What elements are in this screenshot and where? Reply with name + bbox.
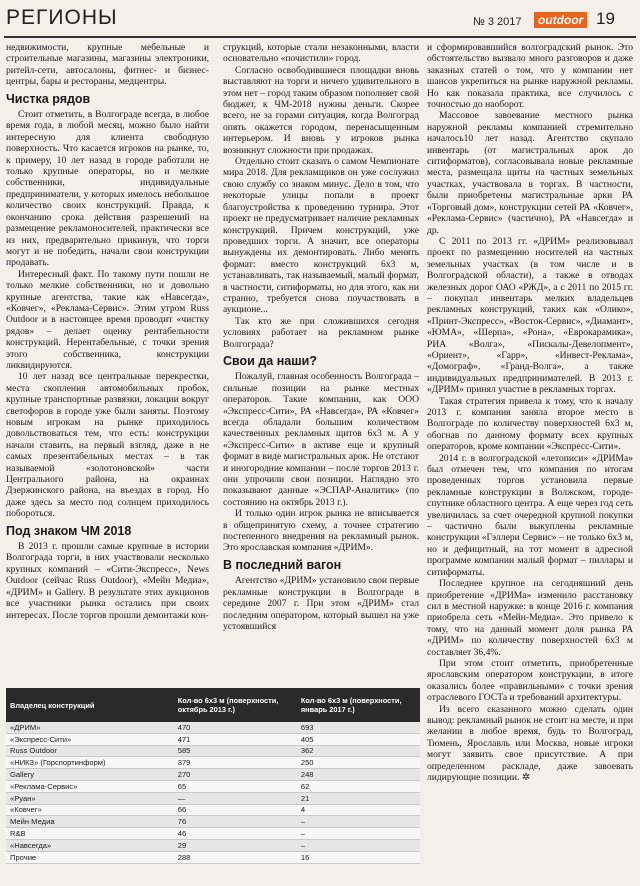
table-cell-owner: Russ Outdoor	[6, 745, 174, 757]
table-cell-2013: —	[174, 792, 297, 804]
table-row	[6, 816, 420, 828]
table-cell-2017: 405	[297, 733, 420, 745]
table-row	[6, 792, 420, 804]
header-rule	[4, 36, 636, 38]
table-cell-2013: 470	[174, 722, 297, 733]
paragraph: И только один игрок рынка не вписывается в общепринятую схему, а точнее стратегию постепенного внедрения на рекламный рынок. Это ярославская компания «ДРИМ».	[223, 508, 419, 554]
paragraph-text: Из всего сказанного можно сделать один вывод: рекламный рынок не стоит на месте, и при желании в любое время, будь то Волгоград, Тюмень, Ярославль или Москва, новые игроки могут заявить свое присутствие. А при определенном раскладе, даже завоевать лидирующие позиции.	[427, 703, 633, 783]
table-cell-owner: «Реклама-Сервис»	[6, 780, 174, 792]
paragraph: Такая стратегия привела к тому, что к началу 2013 г. компания заняла второе место в Волгограде по количеству поверхностей 6х3 м, обогнав по данному формату всех крупных операторов, кроме компании «Экспресс-Сити».	[427, 395, 633, 453]
column-1	[6, 42, 209, 642]
paragraph: недвижимости, крупные мебельные и строительные магазины, магазины электроники, ритейл-сети, автосалоны, фитнес- и бизнес-центры, бары и рестораны, медцентры.	[6, 42, 209, 88]
paragraph: Согласно освободившиеся площадки вновь выставляют на торги и ничего удивительного в этом нет – город таким образом пополняет свой бюджет, к ЧМ-2018 нужны деньги. Скорее всего, не за горами ситуация, когда Волгоград опять окажется городом, перенасыщенным интерьером. И вновь у игроков рынка возникнут сложности при продажах.	[223, 64, 419, 156]
table-row	[6, 780, 420, 792]
table-cell-2013: 379	[174, 757, 297, 769]
magazine-logo: outdoor	[534, 12, 587, 28]
paragraph: Пожалуй, главная особенность Волгограда – сильные позиции на рынке местных операторов. Такие компании, как ООО «Экспресс-Сити», РА «Навсегда», РА «Ковчег» всегда обладали большим количеством качественных рекламных щитов 6х3 м. А у «Экспресс-Сити» в активе еще и крупный формат в виде магистральных арок. Не отстают и иногородние компании – после торгов 2013 г. они упрочили свои позиции. Наглядно это показывают данные «ЭСПАР-Аналитик» (по состоянию на октябрь 2013 г.).	[223, 371, 419, 508]
table-cell-owner: Прочие	[6, 851, 174, 863]
table-cell-2013: 288	[174, 851, 297, 863]
table-row	[6, 733, 420, 745]
table-row	[6, 745, 420, 757]
table-cell-owner: «НИКЗ» (Горспортинформ)	[6, 757, 174, 769]
paragraph: Интересный факт. По такому пути пошли не только мелкие собственники, но и довольно крупные агентства, такие как «Навсегда», «Ковчег», «Реклама-Сервис». Этим утром Russ Outdoor и в настоящее время проводит «чистку рядов» – делает оценку рентабельности конструкций. Нерентабельные, с точки зрения этого собственника, конструкции ликвидируются.	[6, 268, 209, 371]
table-cell-2017: –	[297, 828, 420, 840]
subheading-posledniy-vagon: В последний вагон	[223, 557, 342, 572]
table-cell-owner: «Экспресс-Сити»	[6, 733, 174, 745]
paragraph: С 2011 по 2013 гг. «ДРИМ» реализовывал проект по размещению носителей на частных земельных участках (в том числе и в Волгоградской области), а также в отводах железных дорог ОАО «РЖД», а с 2011 по 2015 гг. – покупал инвентарь мелких владельцев рекламных конструкций, таких как «Олико», «Принт-Экспресс», «Восток-Сервис», «Диамант», «ЮМА», «Шерпа», «Рона», «Еврокарамика», РИА «Волга», «Пискалы-Девелопмент», «Ориент», «Гарр», «Инвест-Реклама», «Домограф», «Гранд-Волга», а также индивидуальных предпринимателей. В 2013 г. «ДРИМ» принял участие в рекламных торгах.	[427, 235, 633, 396]
table-cell-owner: R&B	[6, 828, 174, 840]
paragraph: струкций, которые стали незаконными, власти основательно «почистили» город.	[223, 42, 419, 65]
table-cell-owner: Gallery	[6, 769, 174, 781]
table-cell-2013: 46	[174, 828, 297, 840]
column-2	[223, 42, 419, 692]
column-3	[427, 42, 633, 882]
table-cell-2017: 16	[297, 851, 420, 863]
table-cell-2013: 471	[174, 733, 297, 745]
paragraph: 10 лет назад все центральные перекрестки, места скопления автомобильных пробок, крупные транспортные развязки, локации вокруг светофоров в городе уже были заняты. Поэтому новым игрокам на рынке приходилось довольствоваться тем, что есть: конструкции начали ставить, на первый взгляд, даже в не самых презентабельных местах – в так называемой «золотоновской» части Центрального района, на окраинах Дзержинского района, на въездах в город. Но даже здесь за место под солнцем приходилось побороться.	[6, 371, 209, 520]
issue-number: № 3 2017	[473, 16, 522, 28]
paragraph: Последнее крупное на сегодняшний день приобретение «ДРИМа» изменило расстановку сил в местной наружке: в конце 2016 г. компания приобрела сеть «Мейн-Медиа». Это привело к тому, что на данный момент доля рынка РА «ДРИМ» по количеству поверхностей 6х3 м составляет 36,4%.	[427, 578, 633, 658]
table-row	[6, 769, 420, 781]
paragraph: При этом стоит отметить, приобретенные ярославским оператором конструкции, в итоге оказались более «правильными» с точки зрения отраслевого ГОСТа и требований архитектуры.	[427, 657, 633, 704]
table-cell-owner: «Руан»	[6, 792, 174, 804]
section-title: РЕГИОНЫ	[6, 6, 118, 29]
paragraph: Стоит отметить, в Волгограде всегда, в любое время года, в любой месяц, можно было найти интересную для клиента свободную поверхность. Что касается игроков на рынке, то, к примеру, 10 лет назад в городе работали не только крупные операторы, но и мелкие собственники, индивидуальные предприниматели, у которых имелось небольшое количество своих конструкций. Правда, к окончанию срока действия разрешений на размещение рекламоносителей, практически все из них, предварительно прикинув, что торги могут и не победить, начали свои конструкции продавать.	[6, 109, 209, 269]
paragraph: Агентство «ДРИМ» установило свои первые рекламные конструкции в Волгограде в середине 2007 г. При этом «ДРИМ» стал последним оператором, который вышел на уже устоявшийся	[223, 575, 419, 632]
table-cell-2017: 4	[297, 804, 420, 816]
paragraph: В 2013 г. прошли самые крупные в истории Волгограда торги, в них участвовали несколько крупных компаний – «Сити-Экспресс», News Outdoor (сейчас Russ Outdoor), «Мейн Медиа», «ДРИМ» и Gallery. В результате этих аукционов все участники рынка остались при своих интересах. После торгов прошли демонтажи кон-	[6, 541, 209, 621]
table-cell-owner: «Ковчег»	[6, 804, 174, 816]
table-cell-2013: 29	[174, 839, 297, 851]
table-header-owner: Владелец конструкций	[6, 688, 174, 722]
subheading-chistka: Чистка рядов	[6, 91, 91, 106]
table-row	[6, 851, 420, 863]
table-row	[6, 757, 420, 769]
subheading-chm2018: Под знаком ЧМ 2018	[6, 523, 132, 538]
paragraph: Так кто же при сложившихся сегодня условиях работает на рекламном рынке Волгограда?	[223, 315, 419, 350]
page-header	[0, 0, 640, 38]
paragraph	[427, 704, 633, 784]
table-cell-2017: –	[297, 839, 420, 851]
table-cell-2017: –	[297, 816, 420, 828]
table-cell-2013: 585	[174, 745, 297, 757]
end-mark-icon: ✲	[521, 772, 531, 783]
table-cell-2017: 21	[297, 792, 420, 804]
table-cell-2013: 66	[174, 804, 297, 816]
table-cell-2013: 65	[174, 780, 297, 792]
table-cell-2017: 362	[297, 745, 420, 757]
table-cell-2017: 693	[297, 722, 420, 733]
table-row	[6, 828, 420, 840]
market-share-table	[6, 688, 420, 884]
table-header-2013: Кол-во 6х3 м (поверхности, октябрь 2013 г.)	[174, 688, 297, 722]
table-cell-owner: «Навсегда»	[6, 839, 174, 851]
paragraph: Отдельно стоит сказать о самом Чемпионате мира 2018. Для рекламщиков он уже сослужил свою службу со знаком минус. Дело в том, что некоторые улицы попали в проект благоустройства к проведению турнира. Этот проект не предусматривает наличие рекламных конструкций. Причем конструкций, уже проведших торги. А значит, все операторы вынуждены их демонтировать. Либо менять формат: вместо конструкций 6х3 м, устанавливать, так называемый, малый формат, в частности, ситиформаты, но для этого, как ни странно, требуется снова поучаствовать в аукционе...	[223, 156, 419, 316]
table-header-2017: Кол-во 6х3 м (поверхности, январь 2017 г.)	[297, 688, 420, 722]
page-number: 19	[596, 9, 615, 28]
paragraph: Массовое завоевание местного рынка наружной рекламы компанией стремительно началось10 лет назад. Агентство скупало инвентарь (от магистральных арок до ситиформатов), согласовывала новые рекламные места, размещала щиты на частных земельных участках, участвовала в торгах. В частности, были приобретены магистральные арки РА «Торговый дом», конструкции сетей РА «Ковчег», «Реклама-Сервис» (частично), РА «Навсегда» и др.	[427, 110, 633, 236]
table-cell-owner: «ДРИМ»	[6, 722, 174, 733]
table-cell-2013: 76	[174, 816, 297, 828]
paragraph: и сформировавшийся волгоградский рынок. Это обстоятельство вызвало много разговоров и даже заказных статей о том, что у компании нет шансов укрепиться на рынке наружной рекламы. Но как показала практика, все случилось с точностью до наоборот.	[427, 42, 633, 111]
subheading-svoi-nashi: Свои да наши?	[223, 353, 317, 368]
table-row	[6, 839, 420, 851]
table-row	[6, 804, 420, 816]
paragraph: 2014 г. в волгоградской «летописи» «ДРИМа» был отмечен тем, что компания по итогам проведенных торгов установила первые рекламные конструкции в Волжском, городе-спутнике областного центра. А еще через год сеть увеличилась за счет очередной крупной покупки – частично были выкуплены рекламные конструкции «Гэллери Сервис» – не только 6х3 м, но и дефицитный, на тот момент в адресной программе компании малый формат – пиллары и ситиформаты.	[427, 452, 633, 578]
table-cell-2013: 270	[174, 769, 297, 781]
table-cell-2017: 62	[297, 780, 420, 792]
table-row	[6, 722, 420, 733]
table-cell-2017: 248	[297, 769, 420, 781]
table-cell-2017: 250	[297, 757, 420, 769]
table-cell-owner: Мейн Медиа	[6, 816, 174, 828]
